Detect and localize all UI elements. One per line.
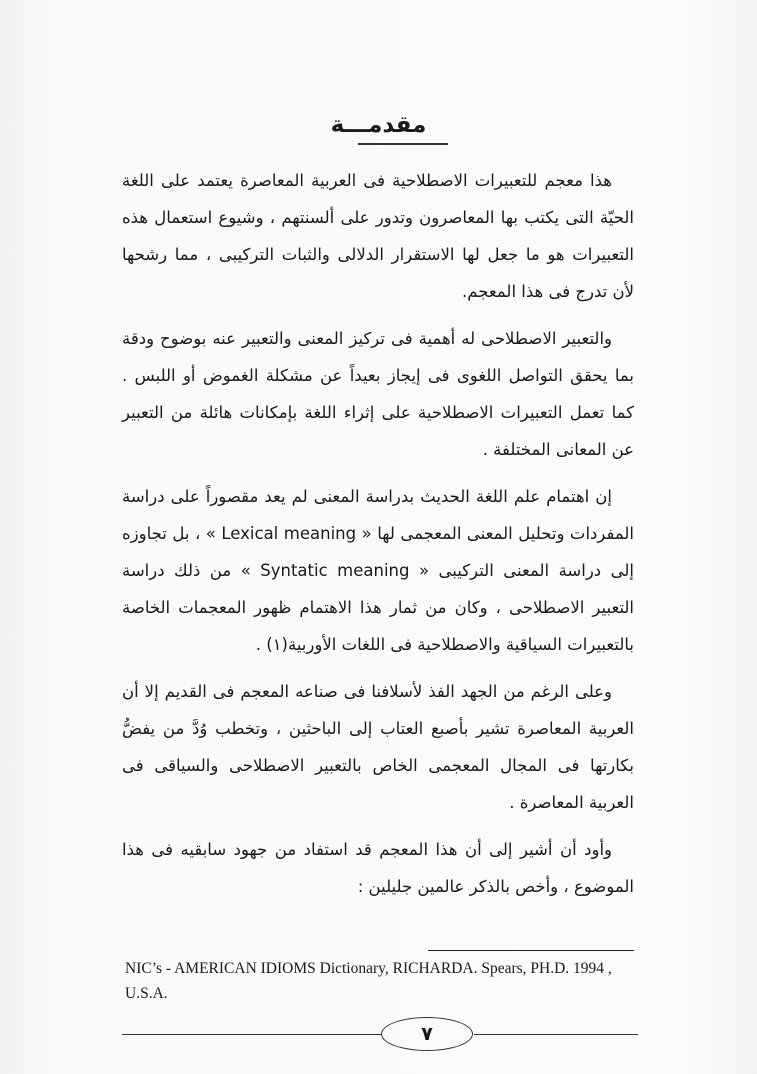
footnote-divider	[428, 950, 634, 951]
page-number: ٧	[381, 1017, 473, 1051]
body-text	[122, 162, 634, 915]
title-underline	[358, 143, 448, 145]
paragraph-2: والتعبير الاصطلاحى له أهمية فى تركيز المعنى والتعبير عنه بوضوح ودقة بما يحقق التواصل اللغوى فى إيجاز بعيداً عن مشكلة الغموض أو اللبس . كما تعمل التعبيرات الاصطلاحية على إثراء اللغة بإمكانات هائلة من التعبير عن المعانى المختلفة .	[122, 329, 634, 459]
paragraph-3: إن اهتمام علم اللغة الحديث بدراسة المعنى لم يعد مقصوراً على دراسة المفردات وتحليل المعنى المعجمى لها « Lexical meaning » ، بل تجاوزه إلى دراسة المعنى التركيبى « Syntatic meaning » من ذلك دراسة التعبير الاصطلاحى ، وكان من ثمار هذا الاهتمام ظهور المعجمات الخاصة بالتعبيرات السياقية والاصطلاحية فى اللغات الأوربية(١) .	[122, 487, 634, 654]
paragraph-4: وعلى الرغم من الجهد الفذ لأسلافنا فى صناعه المعجم فى القديم إلا أن العربية المعاصرة تشير بأصبع العتاب إلى الباحثين ، وتخطب وُدَّ من يفضُّ بكارتها فى المجال المعجمى الخاص بالتعبير الاصطلاحى والسياقى فى العربية المعاصرة .	[122, 682, 634, 812]
paragraph-1: هذا معجم للتعبيرات الاصطلاحية فى العربية المعاصرة يعتمد على اللغة الحيّة التى يكتب بها المعاصرون وتدور على ألسنتهم ، وشيوع استعمال هذه التعبيرات هو ما جعل لها الاستقرار الدلالى والثبات التركيبى ، مما رشحها لأن تدرج فى هذا المعجم.	[122, 171, 634, 301]
footer-rule-right	[474, 1034, 638, 1035]
footnote: NIC’s - AMERICAN IDIOMS Dictionary, RICHARDA. Spears, PH.D. 1994 , U.S.A.	[125, 960, 612, 1002]
footer-rule-left	[122, 1034, 382, 1035]
paragraph-5: وأود أن أشير إلى أن هذا المعجم قد استفاد من جهود سابقيه فى هذا الموضوع ، وأخص بالذكر عالمين جليلين :	[122, 840, 634, 896]
page-title: مقدمـــة	[330, 112, 427, 138]
